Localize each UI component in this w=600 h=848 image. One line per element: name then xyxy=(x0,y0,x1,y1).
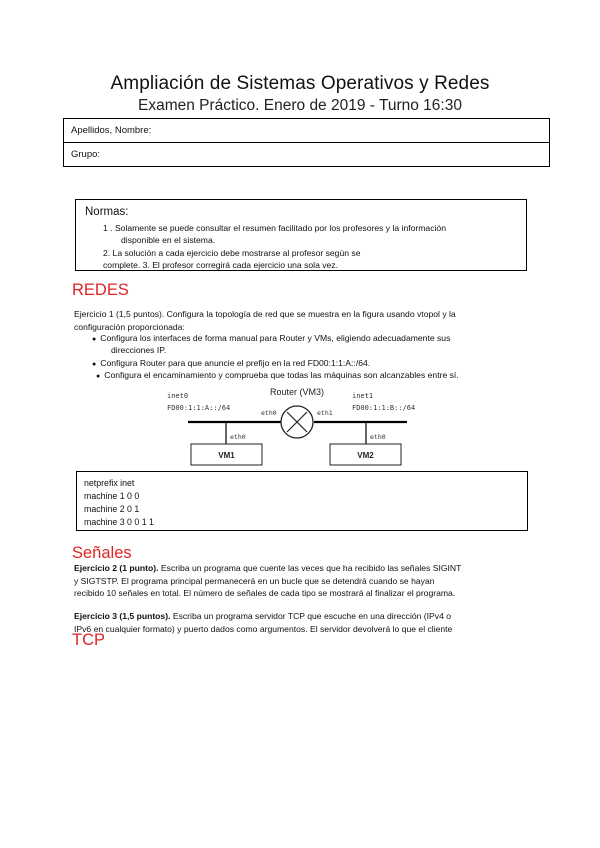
right-net-prefix: FD00:1:1:B::/64 xyxy=(352,404,416,412)
left-net-name: inet0 xyxy=(167,392,189,400)
group-field-label: Grupo: xyxy=(71,149,101,160)
name-field-row xyxy=(64,119,549,143)
router-label: Router (VM3) xyxy=(269,387,325,397)
section-heading-tcp: TCP xyxy=(72,631,105,649)
exercise-3-label: Ejercicio 3 (1,5 puntos). xyxy=(74,611,171,621)
exercise-3-text xyxy=(74,610,530,635)
exercise-2-line-2: y SIGTSTP. El programa principal permanecerá en un bucle que se detendrá cuando se hayan xyxy=(74,575,435,586)
exercise-1-line-2: configuración proporcionada: xyxy=(74,321,185,332)
bullet-1-continuation: direcciones IP. xyxy=(111,345,167,355)
config-line-2: machine 1 0 0 xyxy=(84,491,140,501)
network-topology-diagram xyxy=(150,382,450,468)
router-icon xyxy=(281,406,313,438)
vm2-eth0-label: eth0 xyxy=(370,433,386,441)
exercise-2-text xyxy=(74,562,530,600)
vm1-eth0-label: eth0 xyxy=(230,433,246,441)
name-field-label: Apellidos, Nombre: xyxy=(71,125,152,136)
bullet-2-text: Configura Router para que anuncie el prefijo en la red FD00:1:1:A::/64. xyxy=(100,358,371,368)
bullet-1 xyxy=(92,333,450,343)
exercise-2-label: Ejercicio 2 (1 punto). xyxy=(74,563,159,573)
vm2-label: VM2 xyxy=(357,451,374,460)
bullet-dot-icon: ● xyxy=(96,373,101,380)
section-heading-senales: Señales xyxy=(72,544,132,562)
bullet-dot-icon: ● xyxy=(92,336,97,343)
config-line-1: netprefix inet xyxy=(84,478,135,488)
router-eth1-label: eth1 xyxy=(317,409,333,417)
rule-line-2: disponible en el sistema. xyxy=(121,235,216,245)
exercise-2-line-1-text: Escriba un programa que cuente las veces que ha recibido las señales SIGINT xyxy=(160,563,462,573)
exercise-3-line-2: IPv6 en cualquier formato) y puerto dados como argumentos. El servidor devolverá lo que el cliente xyxy=(74,623,453,634)
student-info-box xyxy=(63,118,550,167)
exercise-3-line-1-text: Escriba un programa servidor TCP que escuche en una dirección (IPv4 o xyxy=(172,611,452,621)
exam-subtitle: Examen Práctico. Enero de 2019 - Turno 16:30 xyxy=(138,97,462,114)
bullet-dot-icon: ● xyxy=(92,361,97,368)
vm1-label: VM1 xyxy=(218,451,235,460)
section-heading-redes: REDES xyxy=(72,281,129,299)
rule-line-1: 1 . Solamente se puede consultar el resumen facilitado por los profesores y la información xyxy=(103,223,446,233)
bullet-3-text: Configura el encaminamiento y comprueba que todas las máquinas son alcanzables entre sí. xyxy=(104,370,459,380)
rules-title: Normas: xyxy=(85,206,129,218)
exercise-2-line-3: recibido 10 señales en total. El número de señales de cada tipo se mostrará al finalizar el programa. xyxy=(74,588,456,598)
rule-line-4: complete. 3. El profesor corregirá cada ejercicio una sola vez. xyxy=(103,260,339,270)
bullet-3 xyxy=(96,370,459,380)
config-line-3: machine 2 0 1 xyxy=(84,504,140,514)
exercise-2-line-1 xyxy=(74,562,530,575)
topology-config-box xyxy=(76,471,528,531)
rules-box xyxy=(75,199,527,271)
bullet-2 xyxy=(92,358,370,368)
exercise-1-line-1: Ejercicio 1 (1,5 puntos). Configura la topología de red que se muestra en la figura usando vtopol y la xyxy=(74,309,456,319)
left-net-prefix: FD00:1:1:A::/64 xyxy=(167,404,231,412)
right-net-name: inet1 xyxy=(352,392,374,400)
exam-title: Ampliación de Sistemas Operativos y Redes xyxy=(110,73,490,94)
config-line-4: machine 3 0 0 1 1 xyxy=(84,517,154,527)
rule-line-3: 2. La solución a cada ejercicio debe mostrarse al profesor según se xyxy=(103,248,361,258)
bullet-1-text: Configura los interfaces de forma manual para Router y VMs, eligiendo adecuadamente sus xyxy=(100,333,451,343)
router-eth0-label: eth0 xyxy=(261,409,277,417)
group-field-row xyxy=(64,143,549,166)
exercise-1-text xyxy=(74,308,530,333)
exercise-3-line-1 xyxy=(74,610,530,623)
